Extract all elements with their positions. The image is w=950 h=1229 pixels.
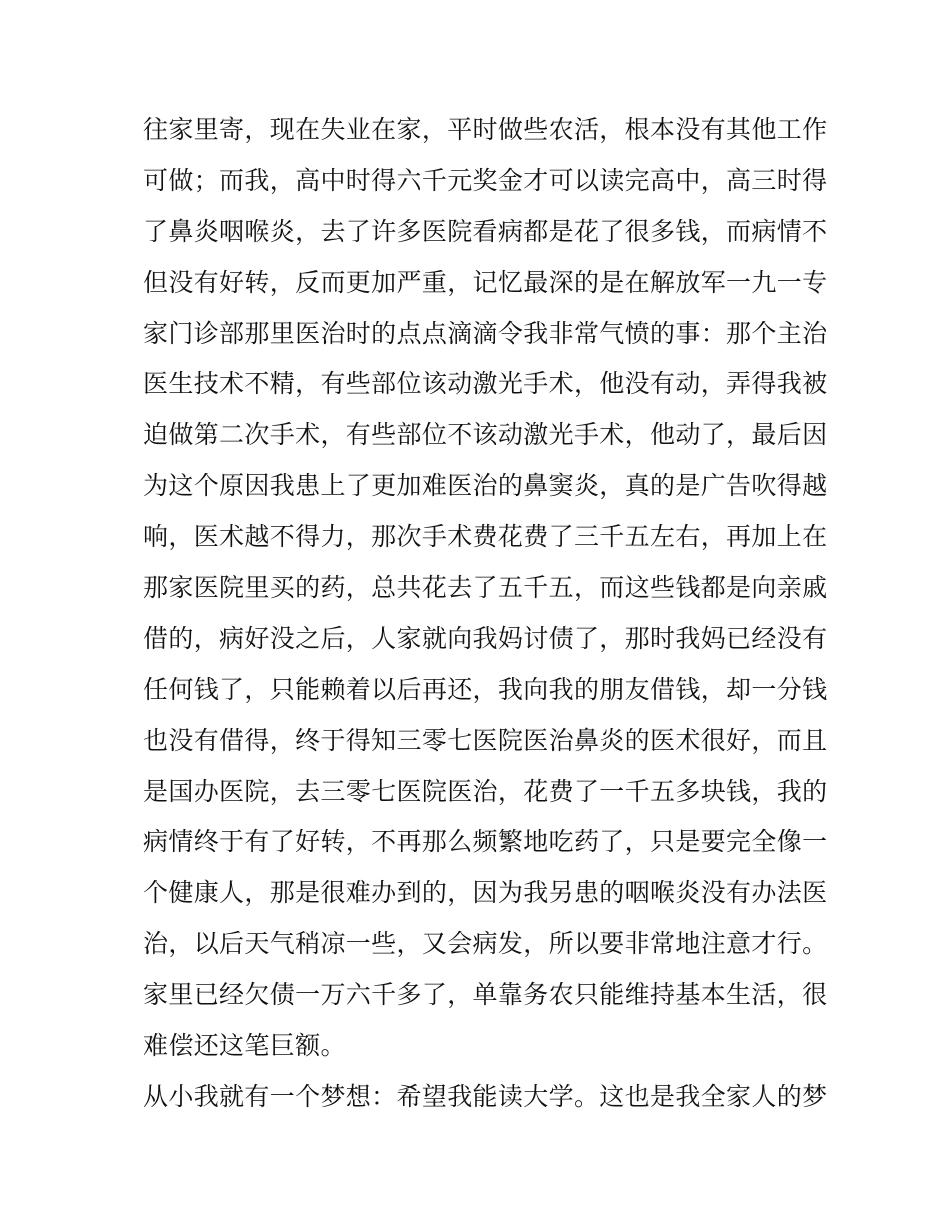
- text-line: 是国办医院，去三零七医院医治，花费了一千五多块钱，我的: [143, 776, 828, 806]
- body-text: [143, 105, 828, 1123]
- text-line: 家里已经欠债一万六千多了，单靠务农只能维持基本生活，很: [143, 980, 828, 1010]
- text-line: 响，医术越不得力，那次手术费花费了三千五左右，再加上在: [143, 522, 828, 552]
- text-line: 往家里寄，现在失业在家，平时做些农活，根本没有其他工作: [143, 115, 828, 144]
- text-line: 个健康人，那是很难办到的，因为我另患的咽喉炎没有办法医: [143, 878, 828, 908]
- text-line: 了鼻炎咽喉炎，去了许多医院看病都是花了很多钱，而病情不: [143, 216, 828, 246]
- text-line: 家门诊部那里医治时的点点滴滴令我非常气愤的事：那个主治: [143, 318, 828, 348]
- text-line: 可做；而我，高中时得六千元奖金才可以读完高中，高三时得: [143, 165, 828, 195]
- text-line: 医生技术不精，有些部位该动激光手术，他没有动，弄得我被: [143, 369, 828, 399]
- text-line: 但没有好转，反而更加严重，记忆最深的是在解放军一九一专: [143, 267, 828, 297]
- text-line: 那家医院里买的药，总共花去了五千五，而这些钱都是向亲戚: [143, 573, 828, 603]
- text-line: 借的，病好没之后，人家就向我妈讨债了，那时我妈已经没有: [143, 623, 828, 653]
- text-line: 从小我就有一个梦想：希望我能读大学。这也是我全家人的梦: [143, 1081, 828, 1111]
- text-line: 病情终于有了好转，不再那么频繁地吃药了，只是要完全像一: [143, 827, 828, 857]
- text-line: 任何钱了，只能赖着以后再还，我向我的朋友借钱，却一分钱: [143, 674, 828, 704]
- text-line: 难偿还这笔巨额。: [143, 1031, 346, 1061]
- text-line: 迫做第二次手术，有些部位不该动激光手术，他动了，最后因: [143, 420, 828, 450]
- text-line: 为这个原因我患上了更加难医治的鼻窦炎，真的是广告吹得越: [143, 471, 828, 501]
- text-line: 治，以后天气稍凉一些，又会病发，所以要非常地注意才行。: [143, 929, 828, 959]
- text-line: 也没有借得，终于得知三零七医院医治鼻炎的医术很好，而且: [143, 725, 828, 755]
